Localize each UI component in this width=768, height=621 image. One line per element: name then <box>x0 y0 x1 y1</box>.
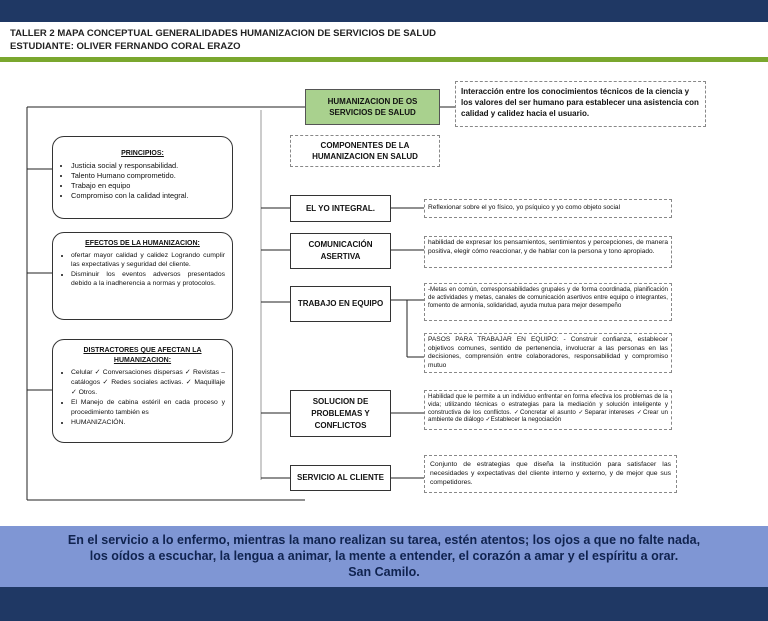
distractor-item: • Celular ✓ Conversaciones dispersas ✓ Revistas – catálogos ✓ Redes sociales activas. ✓ Maquillaje ✓ Otros. <box>71 368 225 398</box>
component-servicio-cliente: SERVICIO AL CLIENTE <box>290 465 391 491</box>
principio-item: • Compromiso con la calidad integral. <box>71 191 225 201</box>
quote-line-1: En el servicio a lo enfermo, mientras la mano realizan su tarea, estén atentos; los ojos a que no falte nada, <box>67 533 701 547</box>
efecto-item: • Disminuir los eventos adversos presentados debido a la inadherencia a normas y protocolos. <box>71 270 225 289</box>
quote-author: San Camilo. <box>348 565 420 579</box>
principios-title: PRINCIPIOS: <box>121 150 164 157</box>
desc-comunicacion-asertiva: habilidad de expresar los pensamientos, sentimientos y percepciones, de manera positiva, elegir cómo reaccionar, y de hablar con la persona y tono apropiado. <box>424 236 672 268</box>
principio-item: • Justicia social y responsabilidad. <box>71 161 225 171</box>
component-solucion-problemas: SOLUCION DE PROBLEMAS Y CONFLICTOS <box>290 390 391 437</box>
distractor-item: • El Manejo de cabina estéril en cada proceso y procedimiento también es <box>71 398 225 418</box>
components-title: COMPONENTES DE LA HUMANIZACION EN SALUD <box>290 135 440 167</box>
component-trabajo-en-equipo: TRABAJO EN EQUIPO <box>290 286 391 322</box>
main-concept-node: HUMANIZACION DE OS SERVICIOS DE SALUD <box>305 89 440 125</box>
desc-pasos-trabajo-equipo: PASOS PARA TRABAJAR EN EQUIPO: - Construir confianza, establecer objetivos comunes, sentido de pertenencia, involucrar a las personas en las decisiones, comprensión entre colaboradores, responsabilidad y compromiso mutuo <box>424 333 672 373</box>
desc-solucion-problemas: Habilidad que le permite a un individuo enfrentar en forma efectiva los problemas de la vida; utilizando técnicas o estrategias para la mediación y solución inteligente y constructiva de los conflictos. ✓Concretar el asunto ✓Separar intereses ✓Crear un ambiente de diálogo ✓Establecer la negociación <box>424 390 672 430</box>
distractor-item: • HUMANIZACIÓN. <box>71 418 225 428</box>
principio-item: • Talento Humano comprometido. <box>71 171 225 181</box>
quote-line-2: los oídos a escuchar, la lengua a animar, la mente a entender, el corazón a amar y el espíritu a orar. <box>89 549 679 563</box>
distractores-title: DISTRACTORES QUE AFECTAN LA HUMANIZACION: <box>83 347 202 364</box>
definition-note: Interacción entre los conocimientos técnicos de la ciencia y los valores del ser humano para establecer una asistencia con calidad y calidez hacia el usuario. <box>455 81 706 127</box>
header-student: ESTUDIANTE: OLIVER FERNANDO CORAL ERAZO <box>10 41 241 52</box>
principios-box <box>52 136 233 219</box>
desc-trabajo-en-equipo: -Metas en común, corresponsabilidades grupales y de forma coordinada, planificación de actividades y metas, canales de comunicación asertivos entre equipo o integrantes, fomento de armonía, solidaridad, ayuda mutua para mejor desempeño <box>424 283 672 321</box>
component-comunicacion-asertiva: COMUNICACIÓN ASERTIVA <box>290 233 391 269</box>
efecto-item: • ofertar mayor calidad y calidez Logrando cumplir las expectativas y seguridad del cliente. <box>71 251 225 270</box>
desc-servicio-cliente: Conjunto de estrategias que diseña la institución para satisfacer las necesidades y expectativas del cliente interno y externo, y de mejor que sus competidores. <box>424 455 677 493</box>
footer-banner <box>0 587 768 621</box>
desc-yo-integral: Reflexionar sobre el yo físico, yo psíquico y yo como objeto social <box>424 199 672 218</box>
header-title: TALLER 2 MAPA CONCEPTUAL GENERALIDADES HUMANIZACION DE SERVICIOS DE SALUD <box>10 28 436 39</box>
efectos-title: EFECTOS DE LA HUMANIZACION: <box>85 240 200 247</box>
quote <box>0 532 768 580</box>
principio-item: • Trabajo en equipo <box>71 181 225 191</box>
distractores-box <box>52 339 233 443</box>
component-yo-integral: EL YO INTEGRAL. <box>290 195 391 222</box>
efectos-box <box>52 232 233 320</box>
